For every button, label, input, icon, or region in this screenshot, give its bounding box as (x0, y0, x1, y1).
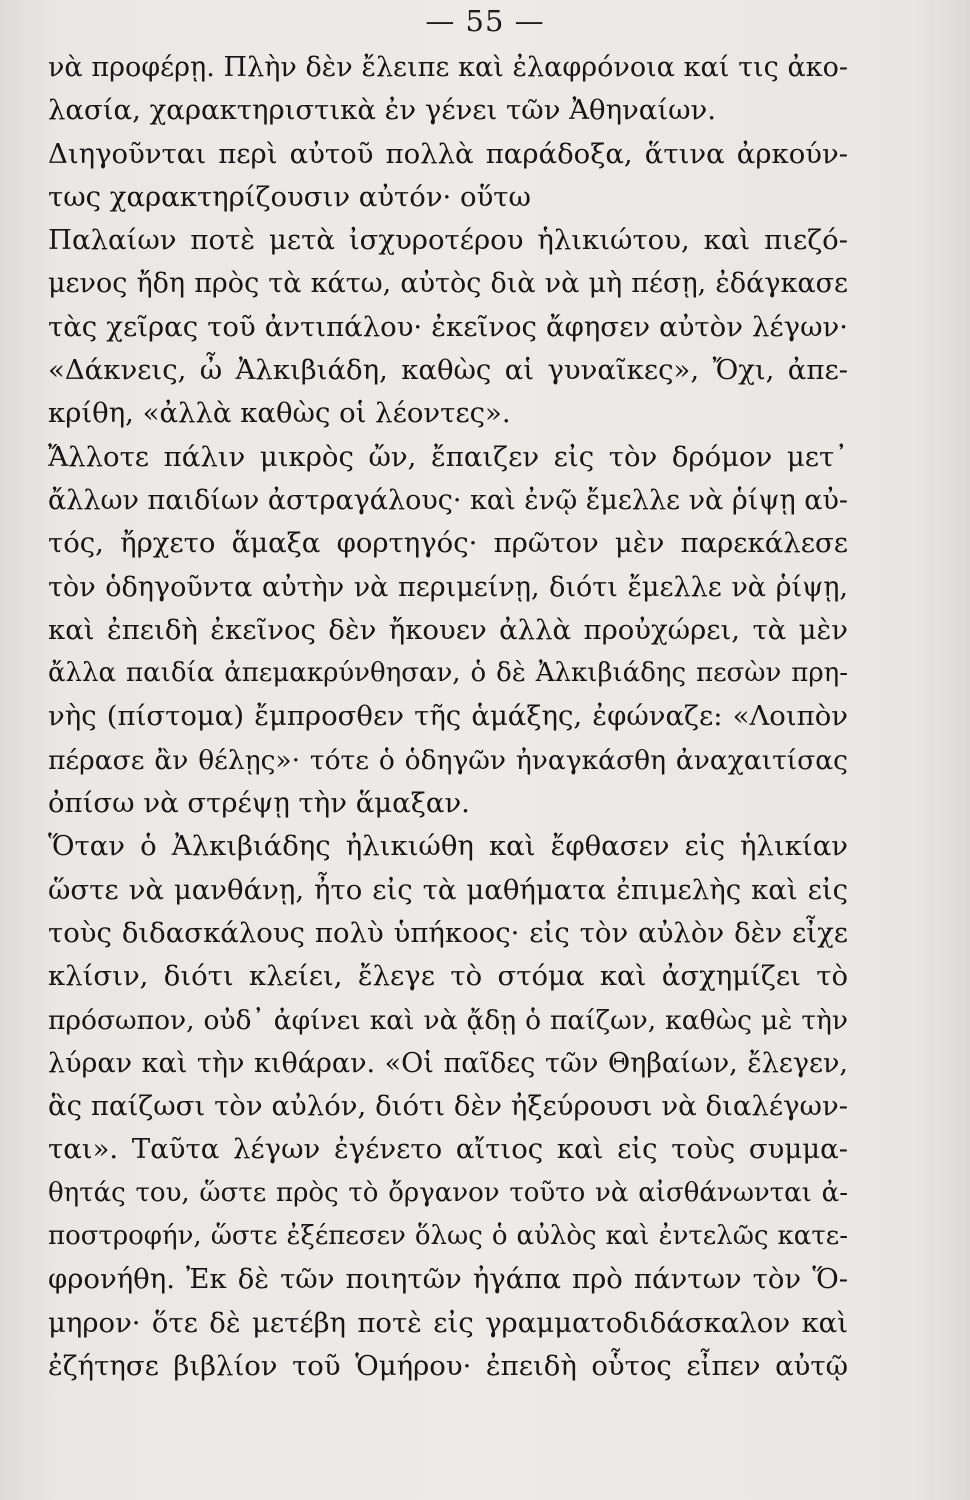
text-line: τός, ἤρχετο ἅμαξα φορτηγός· πρῶτον μὲν παρεκάλεσε (48, 527, 848, 560)
text-line: ὀπίσω νὰ στρέψῃ τὴν ἅμαξαν. (48, 787, 470, 820)
page-number: — 55 — (425, 4, 545, 38)
text-line: ται». Ταῦτα λέγων ἐγένετο αἴτιος καὶ εἰς τοὺς συμμα- (48, 1133, 848, 1166)
text-line: κλίσιν, διότι κλείει, ἔλεγε τὸ στόμα καὶ ἀσχημίζει τὸ (48, 960, 848, 993)
text-line: λασία, χαρακτηριστικὰ ἐν γένει τῶν Ἀθηναίων. (48, 94, 717, 127)
text-line: τως χαρακτηρίζουσιν αὐτόν· οὕτω (48, 180, 531, 213)
text-line: φρονήθη. Ἐκ δὲ τῶν ποιητῶν ἠγάπα πρὸ πάντων τὸν Ὅ- (48, 1263, 848, 1296)
text-line: Παλαίων ποτὲ μετὰ ἰσχυροτέρου ἡλικιώτου, καὶ πιεζό- (48, 224, 848, 257)
text-line: λύραν καὶ τὴν κιθάραν. «Οἱ παῖδες τῶν Θηβαίων, ἔλεγεν, (48, 1047, 848, 1079)
text-line: πρόσωπον, οὐδ᾽ ἀφίνει καὶ νὰ ᾄδῃ ὁ παίζων, καθὼς μὲ τὴν (48, 1004, 848, 1036)
text-line: ἄλλων παιδίων ἀστραγάλους· καὶ ἐνῷ ἔμελλε νὰ ῥίψῃ αὐ- (48, 484, 849, 516)
text-line: τὸν ὁδηγοῦντα αὐτὴν νὰ περιμείνῃ, διότι ἔμελλε νὰ ῥίψῃ, (48, 571, 848, 603)
text-line: ἃς παίζωσι τὸν αὐλόν, διότι δὲν ἠξεύρουσι νὰ διαλέγων- (48, 1090, 848, 1123)
text-line: τοὺς διδασκάλους πολὺ ὑπήκοος· εἰς τὸν αὐλὸν δὲν εἶχε (48, 916, 848, 949)
text-line: ἄλλα παιδία ἀπεμακρύνθησαν, ὁ δὲ Ἀλκιβιάδης πεσὼν πρη- (48, 658, 848, 689)
text-line: καὶ ἐπειδὴ ἐκεῖνος δὲν ἤκουεν ἀλλὰ προὐχώρει, τὰ μὲν (48, 613, 848, 646)
text-line: τὰς χεῖρας τοῦ ἀντιπάλου· ἐκεῖνος ἄφησεν αὐτὸν λέγων· (48, 310, 848, 343)
text-line: «Δάκνεις, ὦ Ἀλκιβιάδη, καθὼς αἱ γυναῖκες», Ὄχι, ἀπε- (48, 354, 848, 387)
text-line: μηρον· ὅτε δὲ μετέβη ποτὲ εἰς γραμματοδιδάσκαλον καὶ (48, 1306, 848, 1339)
text-line: Ὅταν ὁ Ἀλκιβιάδης ἠλικιώθη καὶ ἔφθασεν εἰς ἡλικίαν (48, 830, 848, 863)
text-line: κρίθη, «ἀλλὰ καθὼς οἱ λέοντες». (48, 397, 511, 430)
text-line: ὥστε νὰ μανθάνῃ, ἦτο εἰς τὰ μαθήματα ἐπιμελὴς καὶ εἰς (48, 873, 848, 906)
text-line: νὴς (πίστομα) ἔμπροσθεν τῆς ἁμάξης, ἐφώναζε: «Λοιπὸν (48, 700, 848, 733)
text-line: ποστροφήν, ὥστε ἐξέπεσεν ὅλως ὁ αὐλὸς καὶ ἐντελῶς κατε- (48, 1221, 848, 1252)
text-line: θητάς του, ὥστε πρὸς τὸ ὄργανον τοῦτο νὰ αἰσθάνωνται ἀ- (48, 1177, 848, 1208)
text-line: ἐζήτησε βιβλίον τοῦ Ὁμήρου· ἐπειδὴ οὗτος εἶπεν αὐτῷ (48, 1349, 848, 1382)
text-line: Διηγοῦνται περὶ αὐτοῦ πολλὰ παράδοξα, ἅτινα ἀρκούν- (48, 137, 848, 170)
text-line: νὰ προφέρῃ. Πλὴν δὲν ἔλειπε καὶ ἐλαφρόνοια καί τις ἀκο- (48, 52, 848, 83)
text-line: Ἄλλοτε πάλιν μικρὸς ὤν, ἔπαιζεν εἰς τὸν δρόμον μετ᾽ (48, 440, 848, 473)
body-text (48, 46, 848, 1388)
text-line: πέρασε ἂν θέλῃς»· τότε ὁ ὁδηγῶν ἠναγκάσθη ἀναχαιτίσας (48, 744, 848, 776)
text-line: μενος ἤδη πρὸς τὰ κάτω, αὐτὸς διὰ νὰ μὴ πέσῃ, ἐδάγκασε (48, 268, 848, 300)
